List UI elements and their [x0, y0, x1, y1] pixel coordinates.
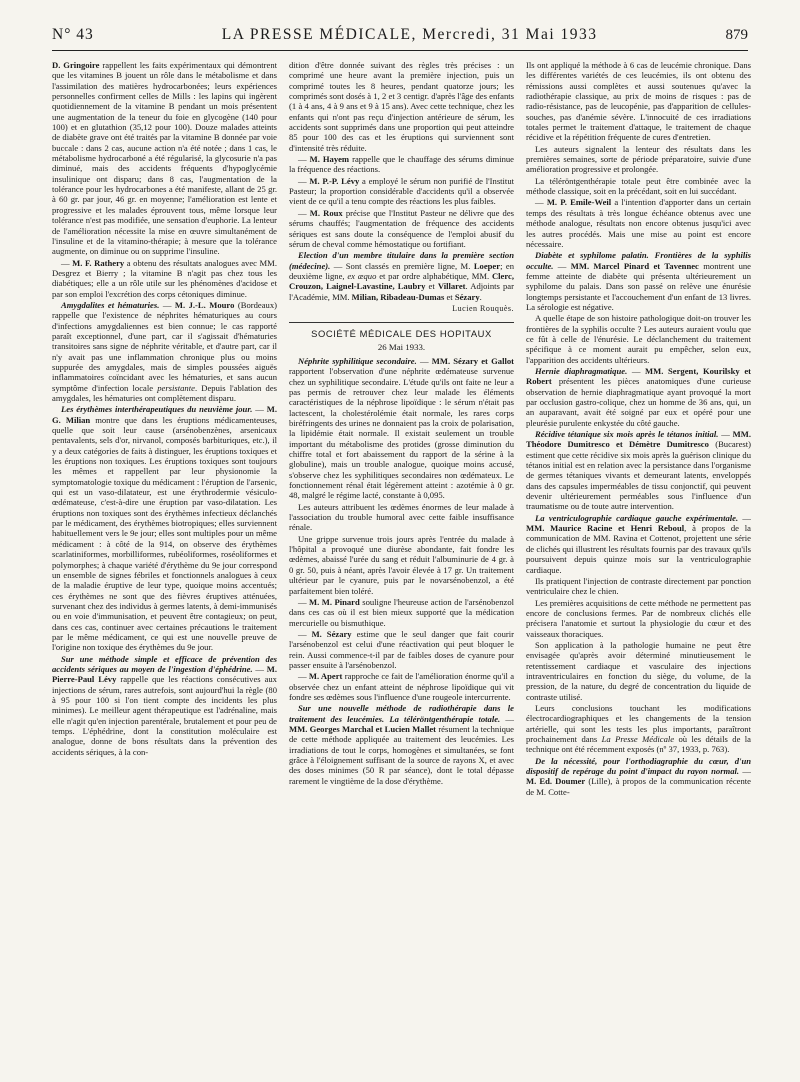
item-title: La ventriculographie cardiaque gauche expérimentale.: [535, 512, 739, 523]
paragraph-text: estime que le seul danger que fait courir l'arsénobenzol est celui d'une réactivation qui peut bloquer le rein. Aussi commence-t-il par de faibles doses de cyanure pour passer ensuite à l'arsénobenzol.: [289, 628, 514, 670]
paragraph-text: , à propos de la communication de MM. Ravina et Cottenot, projettent une série de clichés qui illustrent les résultats fournis par des travaux qu'ils poursuivent depuis quinze mois sur la ventriculographie cardiaque.: [526, 523, 751, 575]
author-name: Loeper: [473, 260, 501, 271]
paragraph-text: ; en deuxième ligne,: [289, 260, 514, 281]
paragraph: [526, 576, 751, 597]
author-name: MM. Sézary et Gallot: [431, 355, 514, 366]
paragraph-text: a obtenu des résultats analogues avec MM. Desgrez et Bierry ; la vitamine B n'agit pas chez tous les diabétiques; elle a un rôle utile sur les phénomènes d'acidose et par son emploi l'excrétion des corps cétoniques diminue.: [52, 257, 277, 299]
item-title: Diabète et syphilome palatin. Frontières de la syphilis occulte.: [526, 250, 751, 271]
paragraph-text: où les détails de la technique ont été récemment exposés (nº 37, 1933, p. 763).: [526, 734, 751, 755]
author-name: MM. Marcel Pinard et Tavennec: [570, 260, 699, 271]
column-middle: [289, 60, 514, 1068]
author-name: D. Gringoire: [52, 60, 100, 70]
paragraph: Sur une méthode simple et efficace de prévention des accidents sériques au moyen de l'ingestion d'éphédrine. — M. Pierre-Paul Lévy rappelle que les réactions consécutives aux injections de sérum, rares autrefois, sont aujourd'hui la règle (80 à 95 pour 100 si l'on tient compte des incidents les plus minimes). Le meilleur agent thérapeutique est l'adrénaline, mais elle n'agit qu'en injection parentérale, brutalement et pour peu de temps. L'éphédrine, dont la constitution moléculaire est analogue, donne de bons résultats dans la prévention des accidents sériques, à la con-: [52, 653, 277, 757]
paragraph: [526, 640, 751, 702]
paragraph: — M. Apert rapproche ce fait de l'amélioration énorme qu'il a observée chez un enfant atteint de néphrose lipoïdique qui vit fondre ses œdèmes sous l'influence d'une rougeole intercurrente.: [289, 671, 514, 702]
paragraph: — M. Sézary estime que le seul danger que fait courir l'arsénobenzol est celui d'une réactivation qui peut bloquer le rein. Aussi commence-t-il par de faibles doses de cyanure pour passer ensuite à l'arsénobenzol.: [289, 628, 514, 670]
paragraph-text: rappellent les faits expérimentaux qui démontrent que les vitamines B jouent un rôle dans le métabolisme et dans l'assimilation des matières hydrocarbonées; leurs expériences personnelles confirment celles de Mills : les lapins qui ingèrent quotidiennement de la vitamine B pendant un mois présentent une augmentation de la teneur du foie en glycogène (140 pour 100) et en glutathion (35,12 pour 100). Douze malades atteints de diabète grave ont été traités par la vitamine B donnée par voie buccale : dans 2 cas, aucune action n'a été notée ; dans 1 cas, le métabolisme hydrocarboné a été régularisé, la glycosurie n'a pas diminué, mais des accidents fréquents d'hypoglycémie insulinique ont disparu; dans 8 cas, l'augmentation de la tolérance pour les hydrocarbones a été manifeste, allant de 25 gr. à 60 gr. par jour, 46 gr. en moyenne; l'amélioration est lente et progressive et les malades éprouvent tous, même lorsque leur tolérance n'est pas modifiée, une sensation d'euphorie. La lenteur de l'amélioration nécessite la mise en œuvre simultanément de l'insuline et de la vitamino-thérapie; à mesure que la tolérance augmente, on diminue ou on supprime l'insuline.: [52, 60, 277, 257]
paragraph: [289, 60, 514, 153]
author-name: M. Apert: [308, 671, 343, 682]
paragraph: — M. Hayem rappelle que le chauffage des sérums diminue la fréquence des réactions.: [289, 154, 514, 175]
paragraph-text: Sont classés en première ligne, M.: [345, 260, 471, 271]
paragraph: [526, 598, 751, 639]
paragraph: — M. Roux précise que l'Institut Pasteur ne délivre que des sérums chauffés; l'augmentation de fréquence des accidents sériques est sans doute la conséquence de l'emploi abusif du sérum de cheval comme hémostatique ou fortifiant.: [289, 207, 514, 249]
paragraph: [526, 144, 751, 175]
paragraph-text: Une grippe survenue trois jours après l'entrée du malade à l'hôpital a provoqué une diurèse abondante, fait fondre les œdèmes, abaissé l'urée du sang et réduit l'albuminurie de 4 gr. à 0 gr. 50, puis à néant, après l'avoir élevée à 17 gr. Un traitement ultérieur par le cyanure, puis par le novarsénobenzol, a été parfaitement bien toléré.: [289, 533, 514, 596]
journal-title: LA PRESSE MÉDICALE, Mercredi, 31 Mai 1933: [221, 26, 598, 43]
paragraph: Récidive tétanique six mois après le tétanos initial. — MM. Théodore Dumitresco et Démètre Dumitresco (Bucarest) estiment que cette récidive six mois après la guérison clinique du tétanos initial est en relation avec la persistance dans l'organisme de germes tétaniques vivants et demeurant latents, enveloppés dans des capsules imperméables de tissu conjonctif, qui peuvent devenir ultérieurement perméables sous l'influence d'un traumatisme ou de toute autre intervention.: [526, 429, 751, 512]
paragraph: Les érythèmes interthérapeutiques du neuvième jour. — M. G. Milian montre que dans les éruptions médicamenteuses, quelle que soit leur cause (arsénobenzènes, arsenicaux pentavalents, sels d'or, nirvanol, composés barbituriques, etc.), il y a deux catégories de faits à distinguer, les éruptions toxiques et les éruptions non toxiques. Les éruptions toxiques sont toujours les mêmes et rappellent par leur physionomie la symptomatologie toxique du médicament : l'éruption de l'arsenic, qui est un vaso-dilatateur, est une érythrodermie vésiculo-œdémateuse, c'est-à-dire une éruption par vaso-dilatation. Les éruptions non toxiques sont des érythèmes infectieux déclanchés par le médicament, des érythèmes biotropiques; elles surviennent habituellement vers le 9e jour; elles sont multiples pour un même médicament : à côté de la 914, on observe des érythèmes scarlatiniformes, morbilliformes, rubéoliformes, roséoliformes et polymorphes; à chaque variété d'érythème du 9e jour correspond un ensemble de signes fébriles et fonctionnels analogues à ceux de la maladie éruptive de leur type, quoique moins accentués; ces érythèmes ne sont que des fièvres éruptives atténuées, survenant chez des individus à germes latents, à demi-immunisés ou en voie d'immunisation, et peuvent être contagieux; on peut, dans ces cas, continuer avec certaines précautions le traitement par le même médicament, ce qui est une nouvelle preuve de l'origine non toxique des érythèmes du 9e jour.: [52, 404, 277, 653]
item-title: Sur une méthode simple et efficace de prévention des accidents sériques au moyen de l'ingestion d'éphédrine.: [52, 653, 277, 674]
column-left: [52, 60, 277, 1068]
paragraph: [526, 60, 751, 143]
paragraph-text: montrent une femme atteinte de diabète qui présenta ultérieurement un syphilome du palais. Dans son passé on relève une énurésie longtemps persistante et l'accouchement d'un enfant de 13 livres. La sérologie est négative.: [526, 260, 751, 312]
paragraph: — M. P.-P. Lévy a employé le sérum non purifié de l'Institut Pasteur; la proportion considérable d'accidents qu'il a observée vient de ce qu'il a tenu compte des réactions les plus faibles.: [289, 175, 514, 207]
paragraph-text: A quelle étape de son histoire pathologique doit-on trouver les frontières de la syphilis occulte ? Les auteurs auraient voulu que ce fût à celle de l'énurésie. Le déclanchement du traitement spécifique à ce moment aurait pu empêcher, selon eux, l'apparition des accidents ultérieurs.: [526, 313, 751, 365]
item-title: Récidive tétanique six mois après le tétanos initial.: [535, 429, 719, 440]
paragraph: [526, 176, 751, 197]
paragraph-text: et: [446, 291, 453, 302]
paragraph-text: rapproche ce fait de l'amélioration énorme qu'il a observée chez un enfant atteint de néphrose lipoïdique qui vit fondre ses œdèmes sous l'influence d'une rougeole intercurrente.: [289, 671, 514, 702]
paragraph-text: Leurs conclusions touchant les modifications électrocardiographiques et les changements de la tension artérielle, qui sont les tests les plus importants, paraîtront prochainement dans: [526, 702, 751, 744]
item-title: Hernie diaphragmatique.: [535, 365, 628, 376]
paragraph-text: a l'intention d'apporter dans un certain temps des résultats à très longue échéance obtenus avec une méthode analogue, résultats non encore obtenus jusqu'ici avec les autres procédés. Mais une mise au point est encore nécessaire.: [526, 197, 751, 249]
paragraph-text: présentent les pièces anatomiques d'une curieuse observation de hernie diaphragmatique ayant provoqué la mort par occlusion gastro-colique, chez un homme de 36 ans, qui, un an auparavant, avait été soigné par eux et opéré pour une pleurésie purulente enkystée du côté gauche.: [526, 376, 751, 428]
paragraph: Amygdalites et hématuries. — M. J.-L. Mouro (Bordeaux) rappelle que l'existence de néphrites hématuriques au cours d'infections amygdaliennes est bien connue; le cas rapporté paraît exceptionnel, d'une part, car il s'agissait d'hématuries transitoires sans signe de néphrite véritable, et d'autre part, car il n'y avait pas une inflammation chronique plus ou moins suppurée des amygdales, mais de simples poussées aiguës inflammatoires coïncidant avec les hématuries, et sans aucun symptôme d'infection locale persistante. Depuis l'ablation des amygdales, les hématuries ont complètement disparu.: [52, 299, 277, 403]
column-right: [526, 60, 751, 1068]
author-name: Clerc, Crouzon, Laignel-Lavastine, Laubry: [289, 270, 514, 292]
paragraph: De la nécessité, pour l'orthodiagraphie du cœur, d'un dispositif de repérage du point d'impact du rayon normal. — M. Ed. Doumer (Lille), à propos de la communication récente de M. Cotte-: [526, 755, 751, 797]
paragraph-text: (Lille), à propos de la communication récente de M. Cotte-: [526, 776, 751, 797]
author-name: MM. Maurice Racine et Henri Reboul: [526, 523, 685, 534]
paragraph-text: . Adjoints par l'Académie, MM.: [289, 281, 514, 302]
paragraph: — M. F. Rathery a obtenu des résultats analogues avec MM. Desgrez et Bierry ; la vitamine B n'agit pas chez tous les diabétiques; elle a un rôle utile sur les phénomènes d'acidose et par son emploi l'excrétion des corps cétoniques diminue.: [52, 257, 277, 299]
author-name: Villaret: [437, 281, 466, 292]
item-title: Sur une nouvelle méthode de radiothérapie dans le traitement des leucémies. La téléröntgenthérapie totale.: [289, 703, 514, 724]
paragraph-text: résument la technique de cette méthode appliquée au traitement des leucémies. Les irradiations de tout le corps, homogènes et simultanées, se font grâce à l'éloignement suffisant de la source de rayons X, et avec des doses minimes (50 R par séance), dont le total dépasse rarement le vingtième de la dose d'érythème.: [289, 723, 514, 786]
author-name: M. F. Rathery: [72, 257, 125, 268]
item-title: Amygdalites et hématuries.: [61, 299, 160, 310]
paragraph: [526, 313, 751, 365]
paragraph-text: dition d'être donnée suivant des règles très précises : un comprimé une heure avant la première injection, puis un comprimé toutes les 8 heures, pendant quatorze jours; les comprimés sont dosés à 1, 2 et 3 centigr. d'après l'âge des enfants (1 à 4 ans, 4 à 9 ans et 9 à 15 ans). Avec cette technique, chez les enfants qui n'ont pas reçu d'injection antérieure de sérum, les accidents sont supprimés dans une proportion qui peut atteindre 85 pour 100 des cas et les éruptions qui surviennent sont d'intensité très réduite.: [289, 60, 514, 153]
author-name: M. Sézary: [311, 628, 352, 639]
author-name: M. P.-P. Lévy: [309, 175, 360, 186]
author-name: M. Roux: [309, 207, 343, 218]
paragraph: Néphrite syphilitique secondaire. — MM. Sézary et Gallot rapportent l'observation d'une néphrite œdémateuse survenue chez un syphilitique secondaire. L'étude qu'ils ont faite ne leur a pas permis de retrouver chez leur malade les éléments caractéristiques de la néphrose lipoïdique : le sérum n'était pas lactescent, la cholestérolémie était normale, les rares corps biréfringents des urines ne donnaient pas la croix de polarisation, la lipidémie était normale. Il existait seulement un trouble important du métabolisme des protides (grosse diminution du chiffre total et fort abaissement du rapport de la sérine à la globuline), mais un trouble analogue, quoique moins accusé, s'observe chez les syphilitiques secondaires non œdémateux. Le fonctionnement rénal était légèrement atteint : azotémie à 0 gr. 48, malgré le régime lacté, constante à 0,095.: [289, 355, 514, 501]
paragraph-text: précise que l'Institut Pasteur ne délivre que des sérums chauffés; l'augmentation de fréquence des accidents sériques est sans doute la conséquence de l'emploi abusif du sérum de cheval comme hémostatique ou fortifiant.: [289, 207, 514, 249]
author-name: Sézary: [454, 291, 480, 302]
paragraph-text: a employé le sérum non purifié de l'Institut Pasteur; la proportion considérable d'accidents qu'il a observée vient de ce qu'il a tenu compte des réactions les plus faibles.: [289, 175, 514, 207]
author-name: M. Pierre-Paul Lévy: [52, 663, 277, 685]
paragraph-text: Les auteurs attribuent les œdèmes énormes de leur malade à l'association du trouble humoral avec cette faible insuffisance rénale.: [289, 501, 514, 533]
article-columns: [52, 60, 752, 1068]
paragraph-text: et par ordre alphabétique, MM.: [379, 270, 490, 281]
paragraph: Election d'un membre titulaire dans la première section (médecine). — Sont classés en première ligne, M. Loeper; en deuxième ligne, ex æquo et par ordre alphabétique, MM. Clerc, Crouzon, Laignel-Lavastine, Laubry et Villaret. Adjoints par l'Académie, MM. Milian, Ribadeau-Dumas et Sézary.: [289, 250, 514, 302]
paragraph: [289, 534, 514, 596]
author-name: M. Ed. Doumer: [526, 776, 586, 787]
paragraph-text: Ils ont appliqué la méthode à 6 cas de leucémie chronique. Dans les différentes variétés de ces leucémies, ils ont obtenu des rémissions aussi complètes et aussi soutenues qu'avec la radiothérapie classique, au prix de moins de risques : pas de radio-résistance, pas de leucopénie, pas d'apparition de cellules-souches, pas d'anémie sévère. L'innocuité de ces irradiations totales permet le traitement d'attaque, le traitement de chaque récidive et la répétition fréquente de cures d'entretien.: [526, 60, 751, 143]
paragraph-text: rappelle que le chauffage des sérums diminue la fréquence des réactions.: [289, 154, 514, 175]
paragraph-text: rappelle que les réactions consécutives aux injections de sérum, rares autrefois, sont aujourd'hui la règle (80 à 95 pour 100 si l'on tient compte des incidents les plus minimes). Le meilleur agent thérapeutique est l'adrénaline, mais elle n'agit qu'en injection parentérale, brutalement et pour peu de temps. L'éphédrine, dont la constitution moléculaire est analogue, donne de bons résultats dans la prévention des accidents sériques, à la con-: [52, 674, 277, 757]
paragraph-text: . Depuis l'ablation des amygdales, les hématuries ont complètement disparu.: [52, 382, 277, 403]
emphasis-text: La Presse Médicale: [601, 734, 675, 744]
paragraph-text: Les auteurs signalent la lenteur des résultats dans les premières semaines, sorte de période préparatoire, suivie d'une amélioration progressive et prolongée.: [526, 143, 751, 175]
paragraph-text: montre que dans les éruptions médicamenteuses, quelle que soit leur cause (arsénobenzènes, arsenicaux pentavalents, sels d'or, nirvanol, composés barbituriques, etc.), il y a deux catégories de faits à distinguer, les éruptions toxiques et les éruptions non toxiques. Les éruptions toxiques sont toujours les mêmes et rappellent par leur physionomie la symptomatologie toxique du médicament : l'éruption de l'arsenic, qui est un vaso-dilatateur, est une érythrodermie vésiculo-œdémateuse, c'est-à-dire une éruption par vaso-dilatation. Les éruptions non toxiques sont des érythèmes infectieux déclanchés par le médicament, des érythèmes biotropiques; elles surviennent habituellement vers le 9e jour; elles sont multiples pour un même médicament : à côté de la 914, on observe des érythèmes scarlatiniformes, morbilliformes, rubéoliformes, roséoliformes et polymorphes; à chaque variété d'érythème du 9e jour correspond un ensemble de signes fébriles et fonctionnels analogues à ceux de la maladie éruptive de leur type, quoique moins accentués; ces érythèmes ne sont que des fièvres éruptives atténuées, survenant chez des individus à germes latents, à demi-immunisés ou en voie d'immunisation, et peuvent être contagieux; on peut, dans ces cas, continuer avec certaines précautions le traitement par le même médicament, ce qui est une nouvelle preuve de l'origine non toxique des érythèmes du 9e jour.: [52, 414, 277, 653]
item-title: Néphrite syphilitique secondaire.: [298, 355, 417, 366]
paragraph: Diabète et syphilome palatin. Frontières de la syphilis occulte. — MM. Marcel Pinard et Tavennec montrent une femme atteinte de diabète qui présenta ultérieurement un syphilome du palais. Dans son passé on relève une énurésie longtemps persistante et l'accouchement d'un enfant de 13 livres. La sérologie est négative.: [526, 250, 751, 312]
paragraph-text: Son application à la pathologie humaine ne peut être envisagée qu'après avoir déterminé minutieusement le retentissement cardiaque et vasculaire des injections intraventriculaires en fonction du siège, du volume, de la pression, de la nature, du degré de concentration du liquide de contraste utilisé.: [526, 639, 751, 702]
author-name: M. J.-L. Mouro: [174, 299, 235, 310]
paragraph: — M. P. Emile-Weil a l'intention d'apporter dans un certain temps des résultats à très longue échéance obtenus avec une méthode analogue, résultats non encore obtenus jusqu'ici avec les autres procédés. Mais une mise au point est encore nécessaire.: [526, 197, 751, 249]
emphasis-text: ex æquo: [347, 270, 377, 281]
author-name: MM. Georges Marchal et Lucien Mallet: [289, 723, 437, 734]
paragraph-text: (Bucarest) estiment que cette récidive six mois après la guérison clinique du tétanos initial est en relation avec la persistance dans l'organisme de germes tétaniques vivants et demeurant latents, enveloppés dans des capsules imperméables de tissu conjonctif, qui peuvent devenir ultérieurement perméables sous l'influence d'un traumatisme ou de toute autre intervention.: [526, 439, 751, 512]
emphasis-text: persistante: [157, 382, 195, 393]
author-name: M. M. Pinard: [309, 596, 360, 607]
paragraph: [289, 502, 514, 533]
paragraph: Hernie diaphragmatique. — MM. Sergent, Kourilsky et Robert présentent les pièces anatomiques d'une curieuse observation de hernie diaphragmatique ayant provoqué la mort par occlusion gastro-colique, chez un homme de 36 ans, qui, un an auparavant, avait été soigné par eux et opéré pour une pleurésie purulente enkystée du côté gauche.: [526, 365, 751, 428]
item-title: Election d'un membre titulaire dans la première section (médecine).: [289, 250, 514, 271]
paragraph: [526, 703, 751, 755]
author-name: MM. Sergent, Kourilsky et Robert: [526, 365, 751, 387]
paragraph: Sur une nouvelle méthode de radiothérapie dans le traitement des leucémies. La téléröntgenthérapie totale. — MM. Georges Marchal et Lucien Mallet résument la technique de cette méthode appliquée au traitement des leucémies. Les irradiations de tout le corps, homogènes et simultanées, se font grâce à l'éloignement suffisant de la source de rayons X, et avec des doses minimes (50 R par séance), dont le total dépasse rarement le vingtième de la dose d'érythème.: [289, 703, 514, 786]
section-date: 26 Mai 1933.: [377, 341, 426, 352]
page-header: [52, 26, 748, 51]
item-title: Les érythèmes interthérapeutiques du neuvième jour.: [61, 404, 253, 415]
paragraph-text: Les premières acquisitions de cette méthode ne permettent pas encore de conclusions fermes. Par de nombreux clichés elle précisera l'anatomie et surtout la physiologie du cœur et des vaisseaux thoraciques.: [526, 597, 751, 639]
report-signature: Lucien Rouquès.: [452, 303, 514, 313]
paragraph-text: et: [428, 281, 435, 292]
page-number: 879: [725, 27, 748, 43]
item-title: De la nécessité, pour l'orthodiagraphie du cœur, d'un dispositif de repérage du point d'impact du rayon normal.: [526, 755, 751, 777]
section-heading: SOCIÉTÉ MÉDICALE DES HOPITAUX: [289, 322, 514, 339]
paragraph-text: rapportent l'observation d'une néphrite œdémateuse survenue chez un syphilitique secondaire. L'étude qu'ils ont faite ne leur a pas permis de retrouver chez leur malade les éléments caractéristiques de la néphrose lipoïdique : le sérum n'était pas lactescent, la cholestérolémie était normale, les rares corps biréfringents des urines ne donnaient pas la croix de polarisation, la lipidémie était normale. Il existait seulement un trouble important du métabolisme des protides (grosse diminution du chiffre total et fort abaissement du rapport de la sérine à la globuline), mais un trouble analogue, quoique moins accusé, s'observe chez les syphilitiques secondaires non œdémateux. Le fonctionnement rénal était légèrement atteint : azotémie à 0 gr. 48, malgré le régime lacté, constante à 0,095.: [289, 366, 514, 501]
paragraph: [52, 60, 277, 257]
author-name: Milian, Ribadeau-Dumas: [351, 291, 445, 302]
author-name: M. Hayem: [309, 154, 350, 165]
author-name: M. P. Emile-Weil: [546, 197, 612, 208]
paragraph-text: souligne l'heureuse action de l'arsénobenzol dans ces cas où il est bien mieux supporté que la médication mercurielle ou bismuthique.: [289, 596, 514, 628]
issue-number: N° 43: [52, 26, 94, 43]
paragraph: La ventriculographie cardiaque gauche expérimentale. — MM. Maurice Racine et Henri Reboul, à propos de la communication de MM. Ravina et Cottenot, projettent une série de clichés qui illustrent les résultats fournis par des travaux qu'ils poursuivent depuis quinze mois sur la ventriculographie cardiaque.: [526, 512, 751, 575]
paragraph-text: (Bordeaux) rappelle que l'existence de néphrites hématuriques au cours d'infections amygdaliennes est bien connue; le cas rapporté paraît exceptionnel, d'une part, car il s'agissait d'hématuries transitoires sans signe de néphrite véritable, et d'autre part, car il n'y avait pas une inflammation chronique plus ou moins suppurée des amygdales, mais de simples poussées aiguës inflammatoires coïncidant avec les hématuries, et sans aucun symptôme d'infection locale: [52, 299, 277, 393]
paragraph-text: Ils pratiquent l'injection de contraste directement par ponction ventriculaire chez le chien.: [526, 575, 751, 597]
paragraph: — M. M. Pinard souligne l'heureuse action de l'arsénobenzol dans ces cas où il est bien mieux supporté que la médication mercurielle ou bismuthique.: [289, 596, 514, 628]
paragraph-text: La téléröntgenthérapie totale peut être combinée avec la méthode classique, soit en la précédant, soit en lui succédant.: [526, 175, 751, 197]
author-name: MM. Théodore Dumitresco et Démètre Dumitresco: [526, 429, 751, 450]
author-name: M. G. Milian: [52, 404, 277, 425]
